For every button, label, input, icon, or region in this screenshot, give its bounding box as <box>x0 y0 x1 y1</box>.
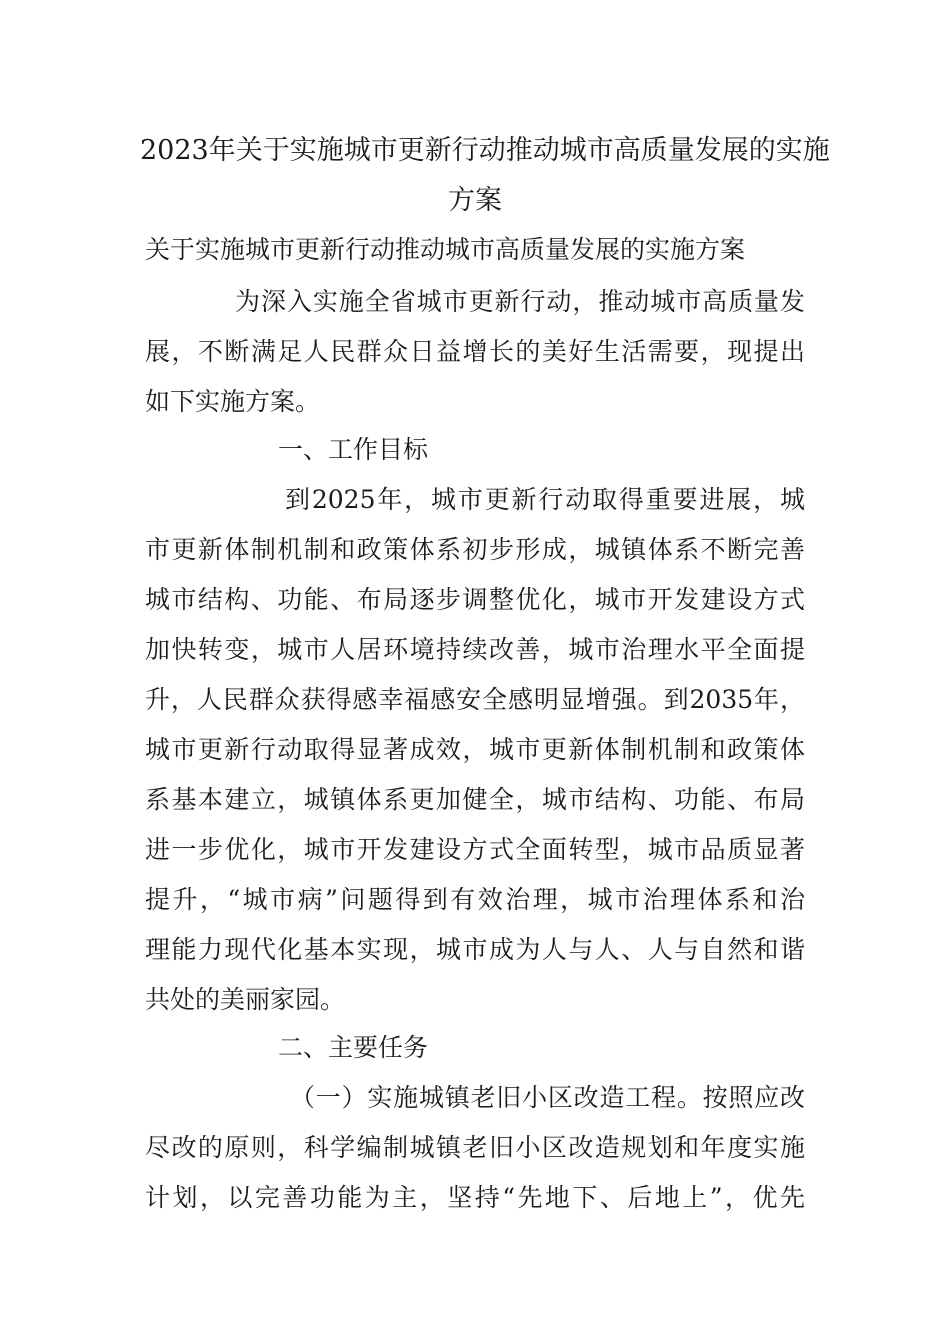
paragraph-line: 理能力现代化基本实现，城市成为人与人、人与自然和谐 <box>145 935 805 964</box>
paragraph-line: 到2025年，城市更新行动取得重要进展，城 <box>285 485 805 514</box>
paragraph-line: 城市更新行动取得显著成效，城市更新体制机制和政策体 <box>145 735 805 764</box>
paragraph-line: 提升，“城市病”问题得到有效治理，城市治理体系和治 <box>145 885 805 914</box>
intro-line: 展，不断满足人民群众日益增长的美好生活需要，现提出 <box>145 337 805 366</box>
paragraph-line: 系基本建立，城镇体系更加健全，城市结构、功能、布局 <box>145 785 805 814</box>
section-heading-work-goals: 一、工作目标 <box>278 435 429 464</box>
intro-line: 为深入实施全省城市更新行动，推动城市高质量发 <box>235 287 805 316</box>
intro-line: 如下实施方案。 <box>145 387 321 416</box>
paragraph-line: 尽改的原则，科学编制城镇老旧小区改造规划和年度实施 <box>145 1133 805 1162</box>
document-title-line-2: 方案 <box>448 185 502 216</box>
paragraph-line: 升，人民群众获得感幸福感安全感明显增强。到2035年， <box>145 685 805 714</box>
paragraph-line: 城市结构、功能、布局逐步调整优化，城市开发建设方式 <box>145 585 805 614</box>
section-heading-main-tasks: 二、主要任务 <box>278 1033 429 1062</box>
paragraph-line: 进一步优化，城市开发建设方式全面转型，城市品质显著 <box>145 835 805 864</box>
paragraph-line: 共处的美丽家园。 <box>145 985 346 1014</box>
paragraph-line: 加快转变，城市人居环境持续改善，城市治理水平全面提 <box>145 635 805 664</box>
paragraph-line: 市更新体制机制和政策体系初步形成，城镇体系不断完善 <box>145 535 805 564</box>
document-subtitle: 关于实施城市更新行动推动城市高质量发展的实施方案 <box>145 235 746 264</box>
paragraph-line: 计划，以完善功能为主，坚持“先地下、后地上”，优先 <box>145 1183 805 1212</box>
document-title-line-1: 2023年关于实施城市更新行动推动城市高质量发展的实施 <box>140 135 830 166</box>
paragraph-line: （一）实施城镇老旧小区改造工程。按照应改 <box>290 1083 805 1112</box>
